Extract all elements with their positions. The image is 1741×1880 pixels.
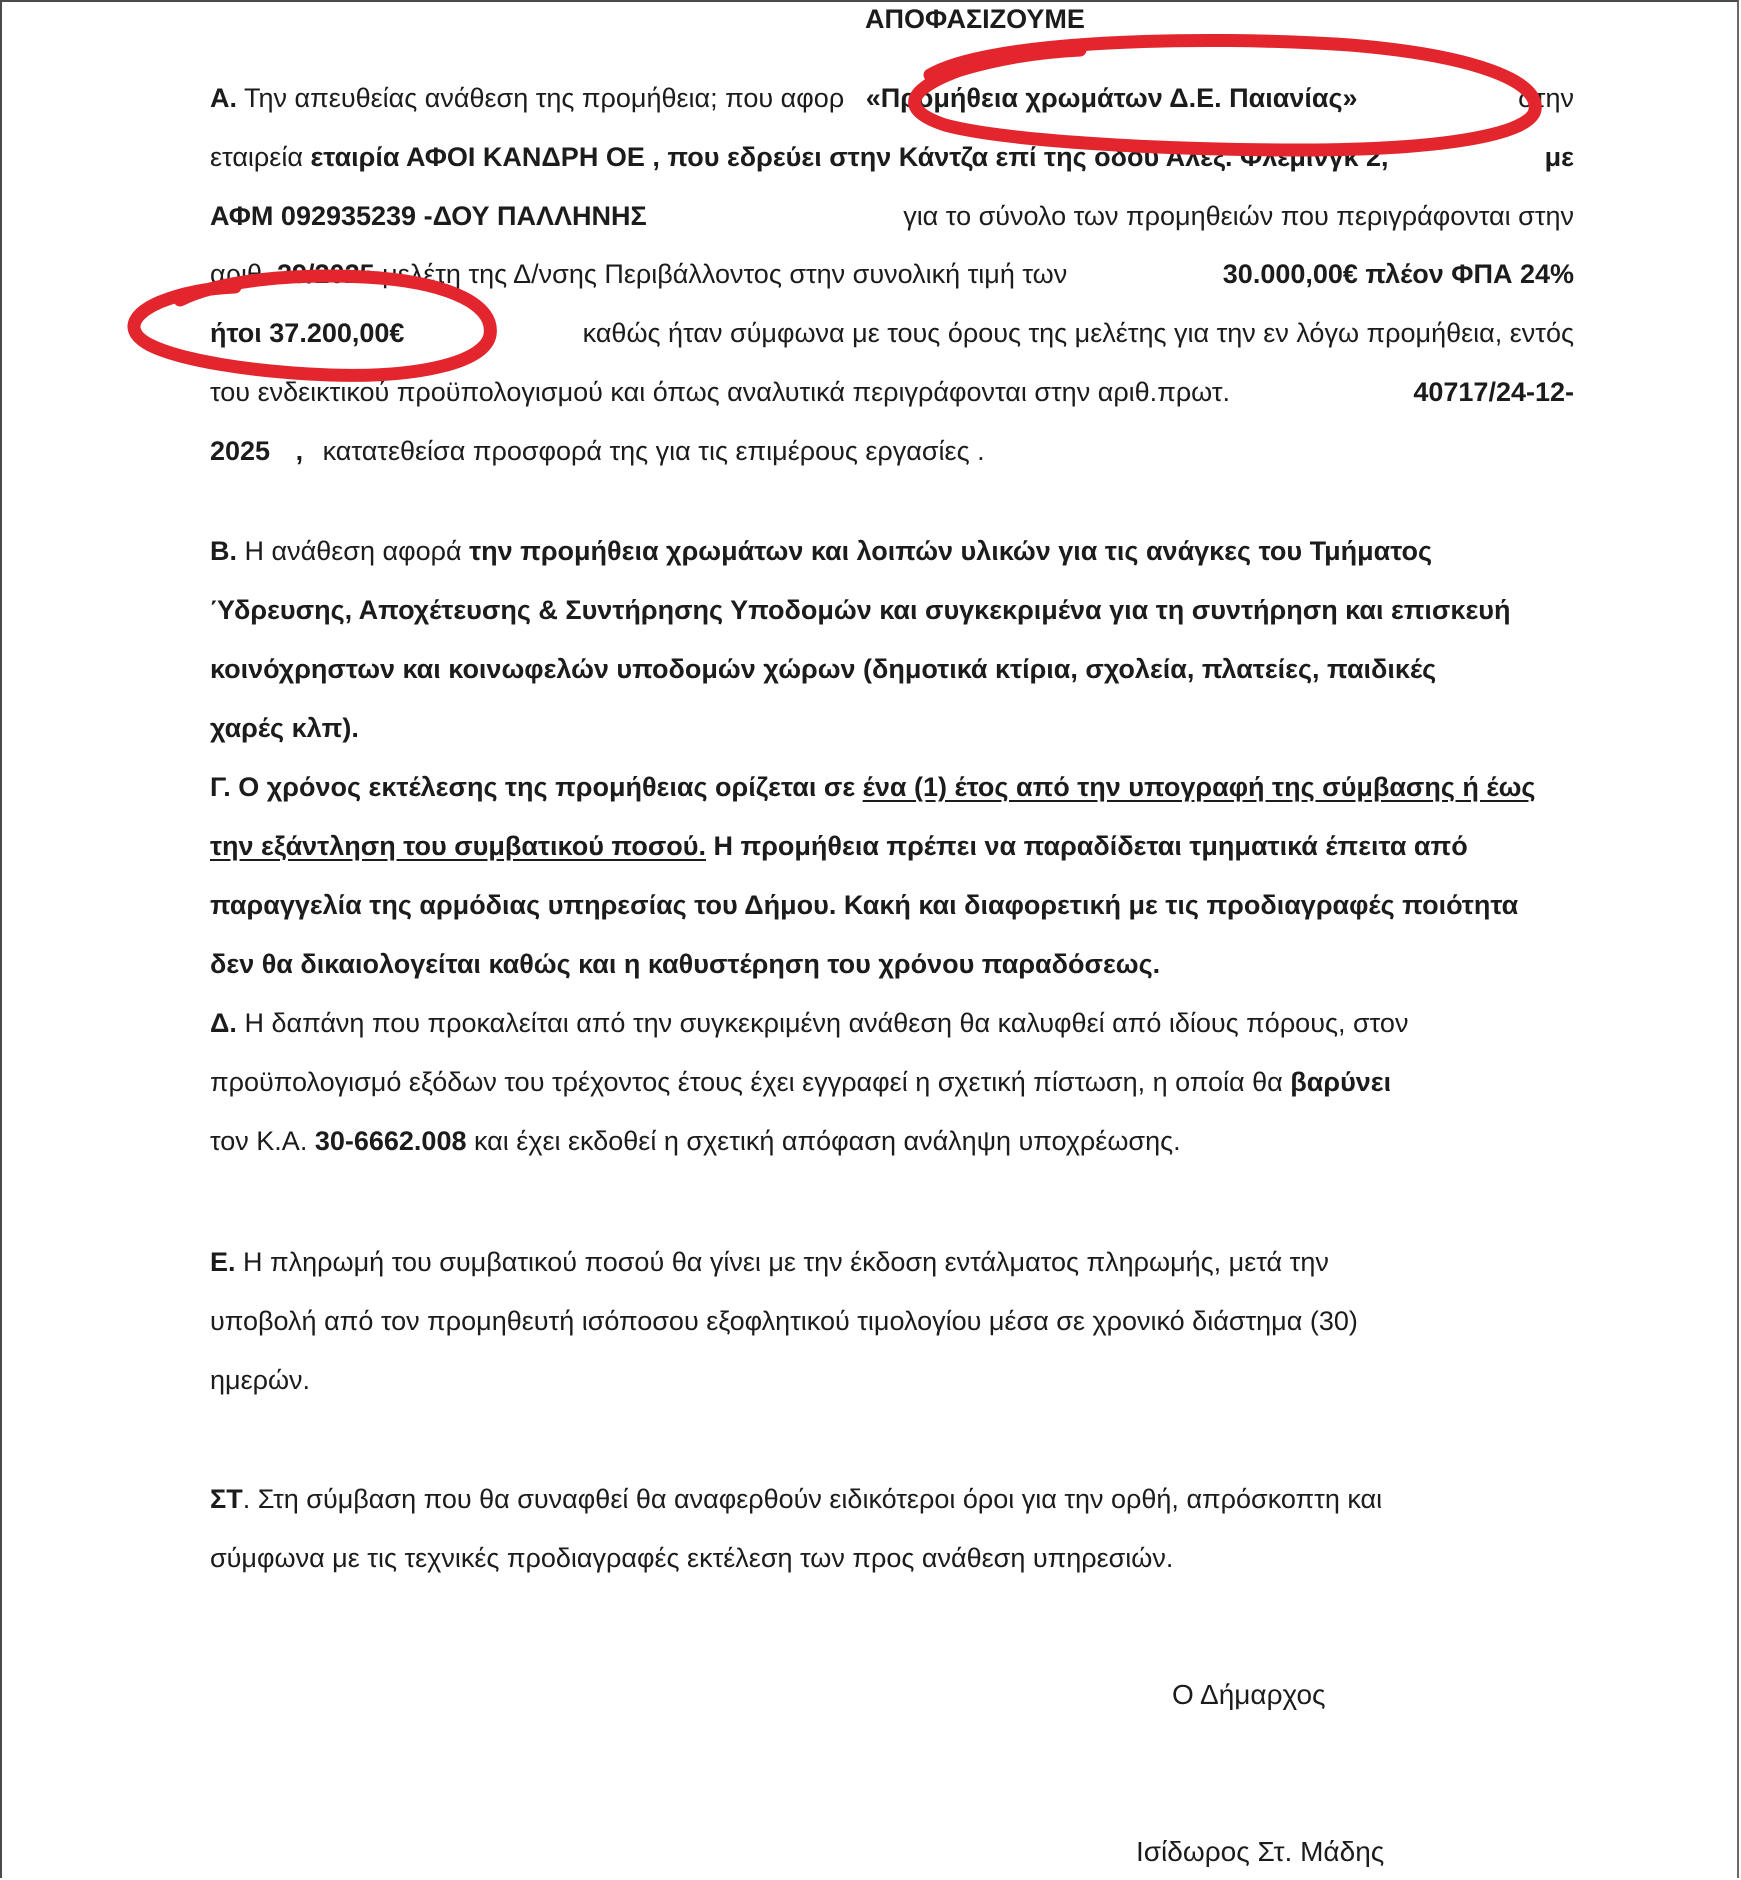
section-e-line-2 (210, 1304, 1358, 1338)
text: Γ. Ο χρόνος εκτέλεσης της προμήθειας ορίζεται σε (210, 772, 856, 802)
section-a-line-3 (210, 199, 1574, 233)
text: και έχει εκδοθεί η σχετική απόφαση ανάληψη υποχρέωσης. (474, 1126, 1181, 1156)
text: με (1544, 142, 1574, 172)
text: , (295, 436, 304, 466)
section-f-label: ΣΤ (210, 1484, 243, 1514)
exhaustion-text (210, 831, 706, 861)
text: Η πληρωμή του συμβατικού ποσού θα γίνει με την έκδοση εντάλματος πληρωμής, μετά την (243, 1247, 1329, 1277)
company-name: εταιρία ΑΦΟΙ ΚΑΝΔΡΗ ΟΕ , που εδρεύει στην Κάντζα επί της οδού Αλεξ. Φλέμινγκ 2, (310, 142, 1389, 172)
text: του ενδεικτικού προϋπολογισμού και όπως αναλυτικά περιγράφονται στην αριθ.πρωτ. (210, 377, 1231, 407)
text: . Στη σύμβαση που θα συναφθεί θα αναφερθούν ειδικότεροι όροι για την ορθή, απρόσκοπτη και (242, 1484, 1383, 1514)
text: Ύδρευσης, Αποχέτευσης & Συντήρησης Υποδομών και συγκεκριμένα για τη συντήρηση και επισκευή (210, 595, 1511, 625)
text: σύμφωνα με τις τεχνικές προδιαγραφές εκτέλεση των προς ανάθεση υπηρεσιών. (210, 1543, 1174, 1573)
text: Την απευθείας ανάθεση της προμήθεια; που αφορ (244, 83, 845, 113)
section-c-line-4 (210, 947, 1160, 981)
section-d-line-3 (210, 1124, 1181, 1158)
highlighted-subject: «Προμήθεια χρωμάτων Δ.Ε. Παιανίας» (865, 83, 1358, 113)
text: καθώς ήταν σύμφωνα με τους όρους της μελέτης για την εν λόγω προμήθεια, εντός (582, 318, 1574, 348)
text: παραγγελία της αρμόδιας υπηρεσίας του Δήμου. Κακή και διαφορετική με τις προδιαγραφές ποιότητα (210, 890, 1519, 920)
text: Η ανάθεση αφορά (244, 536, 462, 566)
section-d-label: Δ. (210, 1008, 237, 1038)
budget-code: 30-6662.008 (314, 1126, 467, 1156)
section-c-line-2 (210, 829, 1468, 863)
text: προϋπολογισμό εξόδων του τρέχοντος έτους έχει εγγραφεί η σχετική πίστωση, η οποία θα (210, 1067, 1283, 1097)
text: τον Κ.Α. (210, 1126, 308, 1156)
section-b-line-4 (210, 711, 359, 745)
text: στην (1518, 83, 1574, 113)
study-number: 29/2025 (277, 259, 375, 289)
section-a-label: Α. (210, 83, 237, 113)
section-e-line-1 (210, 1245, 1329, 1279)
text: μελέτη της Δ/νσης Περιβάλλοντος στην συνολική τιμή των (382, 259, 1068, 289)
duration-underlined: ένα (1) έτος από την υπογραφή της σύμβασης ή έως (862, 772, 1536, 802)
section-a-line-5 (210, 316, 1574, 350)
net-amount: 30.000,00€ πλέον ΦΠΑ 24% (1222, 259, 1574, 289)
section-b-line-1 (210, 534, 1432, 568)
duration-text (863, 772, 1536, 802)
text: υποβολή από τον προμηθευτή ισόποσου εξοφλητικού τιμολογίου μέσα σε χρονικό διάστημα (30) (210, 1306, 1358, 1336)
text: αριθ. (210, 259, 270, 289)
section-f-line-2 (210, 1541, 1173, 1575)
section-d-line-2 (210, 1065, 1391, 1099)
section-e-line-3 (210, 1363, 310, 1397)
section-c-line-1 (210, 770, 1535, 804)
section-d-line-1 (210, 1006, 1408, 1040)
exhaustion-underlined: την εξάντληση του συμβατικού ποσού. (210, 831, 707, 861)
section-b-line-2 (210, 593, 1510, 627)
section-a-line-7 (210, 434, 985, 468)
text: εταιρεία (210, 142, 303, 172)
section-a-line-6 (210, 375, 1574, 409)
text: ημερών. (210, 1365, 311, 1395)
section-b-label: Β. (210, 536, 237, 566)
text: κοινόχρηστων και κοινωφελών υποδομών χώρων (δημοτικά κτίρια, σχολεία, πλατείες, παιδικές (210, 654, 1437, 684)
section-f-line-1 (210, 1482, 1382, 1516)
signature-name: Ισίδωρος Στ. Μάδης (1136, 1836, 1385, 1867)
protocol-year: 2025 (210, 436, 271, 466)
text: για το σύνολο των προμηθειών που περιγράφονται στην (903, 201, 1574, 231)
section-e-label: Ε. (210, 1247, 236, 1277)
section-c-line-3 (210, 888, 1518, 922)
section-a-line-1 (210, 81, 1574, 115)
document-title: ΑΠΟΦΑΣΙΖΟΥΜΕ (865, 4, 1085, 34)
text: Η δαπάνη που προκαλείται από την συγκεκριμένη ανάθεση θα καλυφθεί από ιδίους πόρους, στον (244, 1008, 1409, 1038)
section-a-line-4 (210, 257, 1574, 291)
signature-role: Ο Δήμαρχος (1172, 1679, 1326, 1710)
section-b-line-3 (210, 652, 1436, 686)
text: την προμήθεια χρωμάτων και λοιπών υλικών για τις ανάγκες του Τμήματος (469, 536, 1433, 566)
text: δεν θα δικαιολογείται καθώς και η καθυστέρηση του χρόνου παραδόσεως. (210, 949, 1161, 979)
text: βαρύνει (1290, 1067, 1392, 1097)
section-a-line-2 (210, 140, 1574, 174)
total-amount: ήτοι 37.200,00€ (210, 318, 405, 348)
text: Η προμήθεια πρέπει να παραδίδεται τμηματικά έπειτα από (713, 831, 1468, 861)
protocol-number: 40717/24-12- (1413, 377, 1574, 407)
text: κατατεθείσα προσφορά της για τις επιμέρους εργασίες . (322, 436, 985, 466)
text: χαρές κλπ). (210, 713, 359, 743)
tax-id: ΑΦΜ 092935239 -ΔΟΥ ΠΑΛΛΗΝΗΣ (210, 201, 647, 231)
